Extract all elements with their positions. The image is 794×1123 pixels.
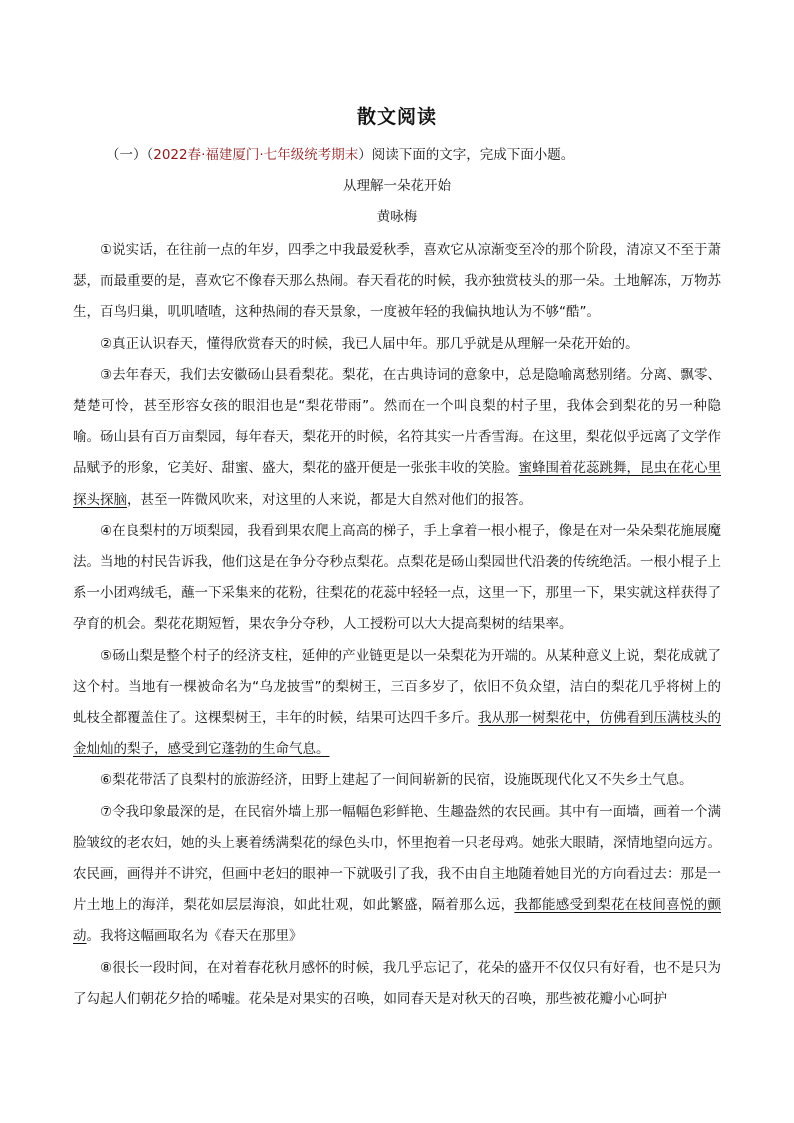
paragraph-1 — [73, 235, 721, 329]
paragraph-5-underlined: 我从那一树梨花中，仿佛看到压满枝头的金灿灿的梨子，感受到它蓬勃的生命气息。 — [73, 710, 721, 758]
question-source: 2022春·福建厦门·七年级统考期末 — [153, 147, 359, 163]
article-body — [73, 235, 721, 1015]
paragraph-4-text: ④在良梨村的万顷梨园，我看到果农爬上高高的梯子，手上拿着一根小棍子，像是在对一朵朵梨花施展魔法。当地的村民告诉我，他们这是在争分夺秒点梨花。点梨花是砀山梨园世代沿袭的传统绝活。一根小棍子上系一小团鸡绒毛，蘸一下采集来的花粉，往梨花的花蕊中轻轻一点，这里一下，那里一下，果实就这样获得了孕育的机会。梨花花期短暂，果农争分夺秒，人工授粉可以大大提高梨树的结果率。 — [73, 522, 721, 633]
paragraph-3-underlined: 蜜蜂围着花蕊跳舞，昆虫在花心里探头探脑 — [73, 460, 721, 508]
article-title: 从理解一朵花开始 — [343, 178, 451, 194]
question-prefix: （一）（ — [106, 147, 154, 163]
paragraph-3 — [73, 360, 721, 516]
paragraph-6 — [73, 765, 721, 796]
paragraph-2 — [73, 329, 721, 360]
paragraph-5-text: ⑤砀山梨是整个村子的经济支柱，延伸的产业链更是以一朵梨花为开端的。从某种意义上说，梨花成就了这个村。当地有一棵被命名为“乌龙披雪”的梨树王，三百多岁了，依旧不负众望，洁白的梨花几乎将树上的虬枝全都覆盖住了。这棵梨树王，丰年的时候，结果可达四千多斤。 — [73, 647, 721, 727]
page-title: 散文阅读 — [356, 106, 437, 128]
paragraph-5 — [73, 641, 721, 766]
paragraph-3-text: ③去年春天，我们去安徽砀山县看梨花。梨花，在古典诗词的意象中，总是隐喻离愁别绪。分离、飘零、楚楚可怜，甚至形容女孩的眼泪也是“梨花带雨”。然而在一个叫良梨的村子里，我体会到梨花的另一种隐喻。砀山县有百万亩梨园，每年春天，梨花开的时候，名符其实一片香雪海。在这里，梨花似乎远离了文学作品赋予的形象，它美好、甜蜜、盛大，梨花的盛开便是一张张丰收的笑脸。 — [73, 366, 721, 477]
paragraph-1-text: ①说实话，在往前一点的年岁，四季之中我最爱秋季，喜欢它从凉渐变至冷的那个阶段，清凉又不至于萧瑟，而最重要的是，喜欢它不像春天那么热闹。春天看花的时候，我亦独赏枝头的那一朵。土地解冻，万物苏生，百鸟归巢，叽叽喳喳，这种热闹的春天景象，一度被年轻的我偏执地认为不够“酷”。 — [73, 242, 721, 321]
paragraph-7-underlined: 我都能感受到梨花在枝间喜悦的颤动 — [73, 897, 721, 945]
paragraph-6-text: ⑥梨花带活了良梨村的旅游经济，田野上建起了一间间崭新的民宿，设施既现代化又不失乡土气息。 — [100, 772, 693, 789]
paragraph-7-after: 。我将这幅画取名为《春天在那里》 — [86, 928, 303, 945]
paragraph-2-text: ②真正认识春天，懂得欣赏春天的时候，我已人届中年。那几乎就是从理解一朵花开始的。 — [100, 335, 639, 352]
question-suffix: ）阅读下面的文字，完成下面小题。 — [358, 147, 575, 163]
paragraph-4 — [73, 516, 721, 641]
paragraph-7-text: ⑦令我印象最深的是，在民宿外墙上那一幅幅色彩鲜艳、生趣盎然的农民画。其中有一面墙，画着一个满脸皱纹的老农妇，她的头上裹着绣满梨花的绿色头巾，怀里抱着一只老母鸡。她张大眼睛，深情地望向远方。农民画，画得并不讲究，但画中老妇的眼神一下就吸引了我，我不由自主地随着她目光的方向看过去：那是一片土地上的海洋，梨花如层层海浪，如此壮观，如此繁盛，隔着那么远， — [73, 803, 721, 914]
question-intro — [106, 145, 706, 165]
paragraph-3-after: ，甚至一阵微风吹来，对这里的人来说，都是大自然对他们的报答。 — [127, 491, 532, 508]
paragraph-8 — [73, 953, 721, 1015]
paragraph-7 — [73, 797, 721, 953]
paragraph-8-text: ⑧很长一段时间，在对着春花秋月感怀的时候，我几乎忘记了，花朵的盛开不仅仅只有好看，也不是只为了勾起人们朝花夕拾的唏嘘。花朵是对果实的召唤，如同春天是对秋天的召唤，那些被花瓣小心呵护 — [73, 959, 721, 1007]
article-author: 黄咏梅 — [376, 209, 418, 225]
